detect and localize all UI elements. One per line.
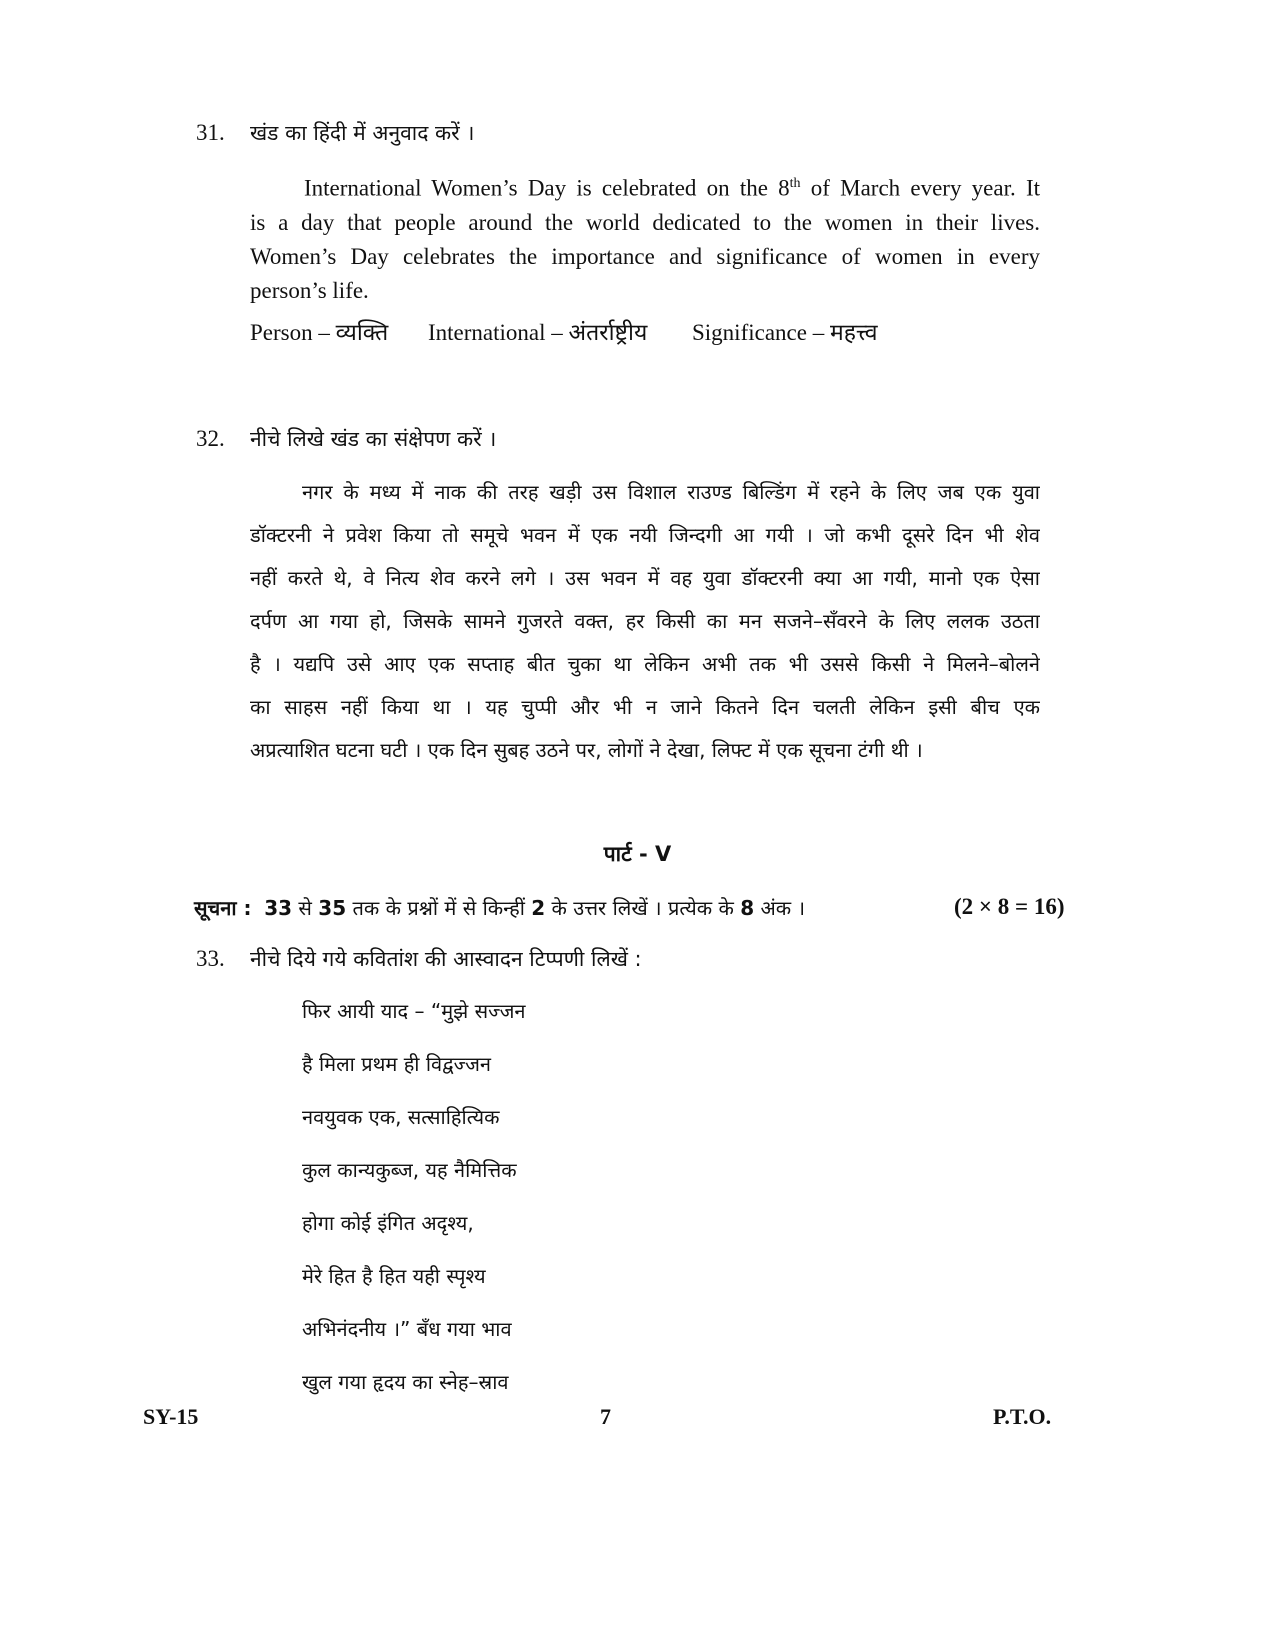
instruction-marks-each: 8 [740,896,755,920]
instruction-count: 2 [531,896,546,920]
passage-line: दर्पण आ गया हो, जिसके सामने गुजरते वक्त, हर किसी का मन सजने–सँवरने के लिए ललक उठता [250,609,1040,633]
question-31-number: 31. [196,120,225,145]
question-31-passage [250,167,1040,308]
footer-paper-code: SY-15 [143,1404,199,1429]
passage-line: is a day that people around the world dedicated to the women in their lives. [250,209,1040,235]
footer-pto: P.T.O. [993,1404,1052,1429]
footer-page-number: 7 [600,1404,611,1429]
passage-line: डॉक्टरनी ने प्रवेश किया तो समूचे भवन में एक नयी जिन्दगी आ गयी । जो कभी दूसरे दिन भी शेव [250,523,1040,547]
total-marks: (2 × 8 = 16) [954,894,1065,919]
passage-line: नहीं करते थे, वे नित्य शेव करने लगे । उस भवन में वह युवा डॉक्टरनी क्या आ गयी, मानो एक ऐसा [250,566,1040,590]
question-31-title: खंड का हिंदी में अनुवाद करें । [250,121,475,145]
poem-line: होगा कोई इंगित अदृश्य, [302,1211,474,1235]
passage-line: अप्रत्याशित घटना घटी । एक दिन सुबह उठने पर, लोगों ने देखा, लिफ्ट में एक सूचना टंगी थी । [250,738,923,762]
instruction-mid: तक के प्रश्नों में से किन्हीं [352,896,525,920]
instruction-to: 35 [318,896,347,920]
question-33-number: 33. [196,946,225,971]
passage-line-tail: of March every year. It [800,175,1040,201]
poem-line: खुल गया हृदय का स्नेह–स्राव [302,1370,509,1394]
passage-line-text: International Women’s Day is celebrated on the 8 [304,175,790,201]
question-32-passage [250,471,1040,772]
question-32-number: 32. [196,426,225,451]
vocab-significance: Significance – महत्त्व [692,320,878,345]
instruction-note [194,893,805,923]
poem-line: कुल कान्यकुब्ज, यह नैमित्तिक [302,1158,517,1182]
poem-line: मेरे हित है हित यही स्पृश्य [302,1264,486,1288]
poem-line: है मिला प्रथम ही विद्वज्जन [302,1052,492,1076]
question-33-title: नीचे दिये गये कवितांश की आस्वादन टिप्पणी लिखें : [250,947,642,971]
ordinal-superscript: th [789,176,801,191]
passage-line: Women’s Day celebrates the importance and significance of women in every [250,243,1040,269]
vocab-person: Person – व्यक्ति [250,320,389,345]
vocab-international: International – अंतर्राष्ट्रीय [428,320,648,345]
part-title: पार्ट - V [603,842,672,866]
instruction-tail: के उत्तर लिखें । प्रत्येक के [551,896,734,920]
passage-line [250,167,1040,206]
passage-line: का साहस नहीं किया था । यह चुप्पी और भी न जाने कितने दिन चलती लेकिन इसी बीच एक [250,695,1040,719]
poem-line: फिर आयी याद – “मुझे सज्जन [302,999,526,1023]
instruction-label: सूचना : [194,896,252,920]
passage-line: नगर के मध्य में नाक की तरह खड़ी उस विशाल राउण्ड बिल्डिंग में रहने के लिए जब एक युवा [302,480,1040,504]
instruction-ank: अंक । [760,896,806,920]
instruction-from: 33 [264,896,293,920]
passage-line: है । यद्यपि उसे आए एक सप्ताह बीत चुका था लेकिन अभी तक भी उससे किसी ने मिलने–बोलने [250,652,1040,676]
poem-line: अभिनंदनीय ।” बँध गया भाव [302,1317,512,1341]
passage-line: person’s life. [250,277,369,303]
instruction-word-se: से [298,896,312,920]
question-32-title: नीचे लिखे खंड का संक्षेपण करें । [250,427,497,451]
poem-line: नवयुवक एक, सत्साहित्यिक [302,1105,500,1129]
